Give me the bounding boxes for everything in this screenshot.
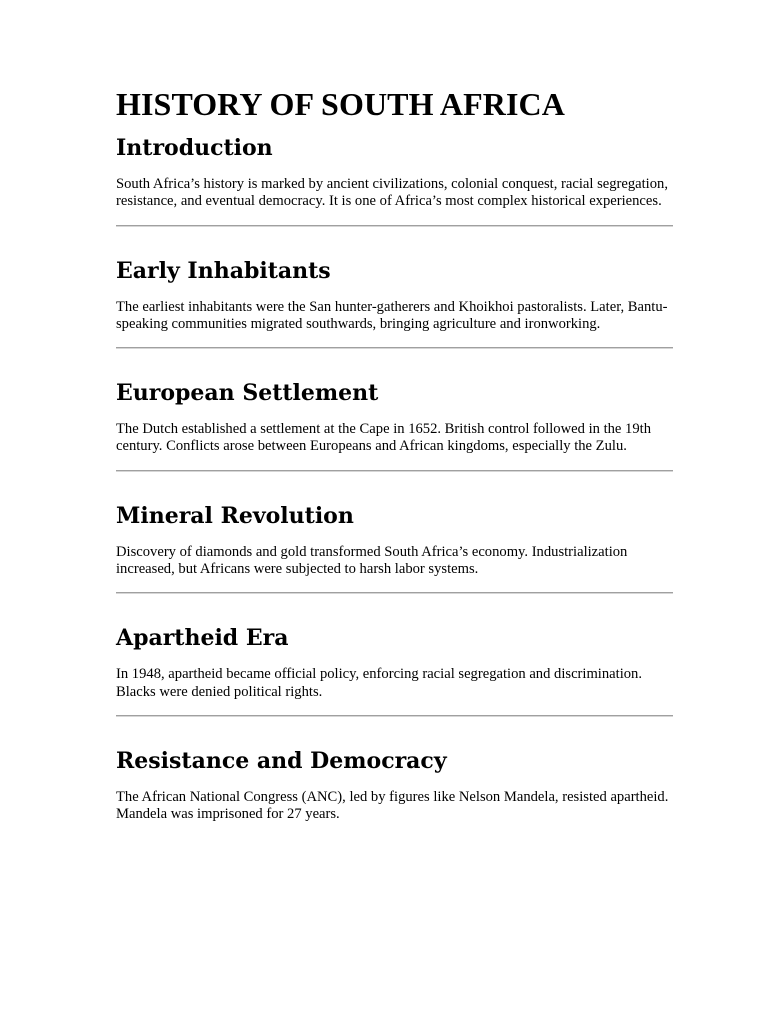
section-divider bbox=[116, 470, 673, 472]
document-page bbox=[116, 86, 673, 824]
document-title: HISTORY OF SOUTH AFRICA bbox=[116, 86, 565, 122]
section-mineral-revolution bbox=[116, 502, 673, 579]
section-heading: Resistance and Democracy bbox=[116, 747, 447, 774]
section-resistance-and-democracy bbox=[116, 747, 673, 824]
section-apartheid-era bbox=[116, 624, 673, 701]
section-divider bbox=[116, 225, 673, 227]
section-paragraph: Discovery of diamonds and gold transformed South Africa’s economy. Industrialization increased, but Africans were subjected to harsh labor systems. bbox=[116, 543, 628, 578]
section-paragraph: The Dutch established a settlement at the Cape in 1652. British control followed in the 19th century. Conflicts arose between Europeans and African kingdoms, especially the Zulu. bbox=[116, 421, 651, 455]
section-paragraph: In 1948, apartheid became official policy, enforcing racial segregation and discrimination. Blacks were denied political rights. bbox=[116, 666, 642, 700]
section-heading: Mineral Revolution bbox=[116, 502, 354, 529]
section-early-inhabitants bbox=[116, 257, 673, 334]
section-divider bbox=[116, 592, 673, 594]
section-heading: Apartheid Era bbox=[116, 625, 289, 652]
section-paragraph: The earliest inhabitants were the San hunter-gatherers and Khoikhoi pastoralists. Later, Bantu-speaking communities migrated southwards, bringing agriculture and ironworking. bbox=[116, 298, 668, 332]
section-paragraph: The African National Congress (ANC), led by figures like Nelson Mandela, resisted apartheid. Mandela was imprisoned for 27 years. bbox=[116, 788, 669, 823]
section-divider bbox=[116, 347, 673, 349]
section-heading: European Settlement bbox=[116, 380, 379, 407]
section-introduction bbox=[116, 134, 673, 211]
section-european-settlement bbox=[116, 379, 673, 456]
section-paragraph: South Africa’s history is marked by ancient civilizations, colonial conquest, racial segregation, resistance, and eventual democracy. It is one of Africa’s most complex historical experiences. bbox=[116, 176, 668, 210]
section-divider bbox=[116, 715, 673, 717]
section-heading: Introduction bbox=[116, 135, 273, 161]
section-heading: Early Inhabitants bbox=[116, 257, 331, 284]
